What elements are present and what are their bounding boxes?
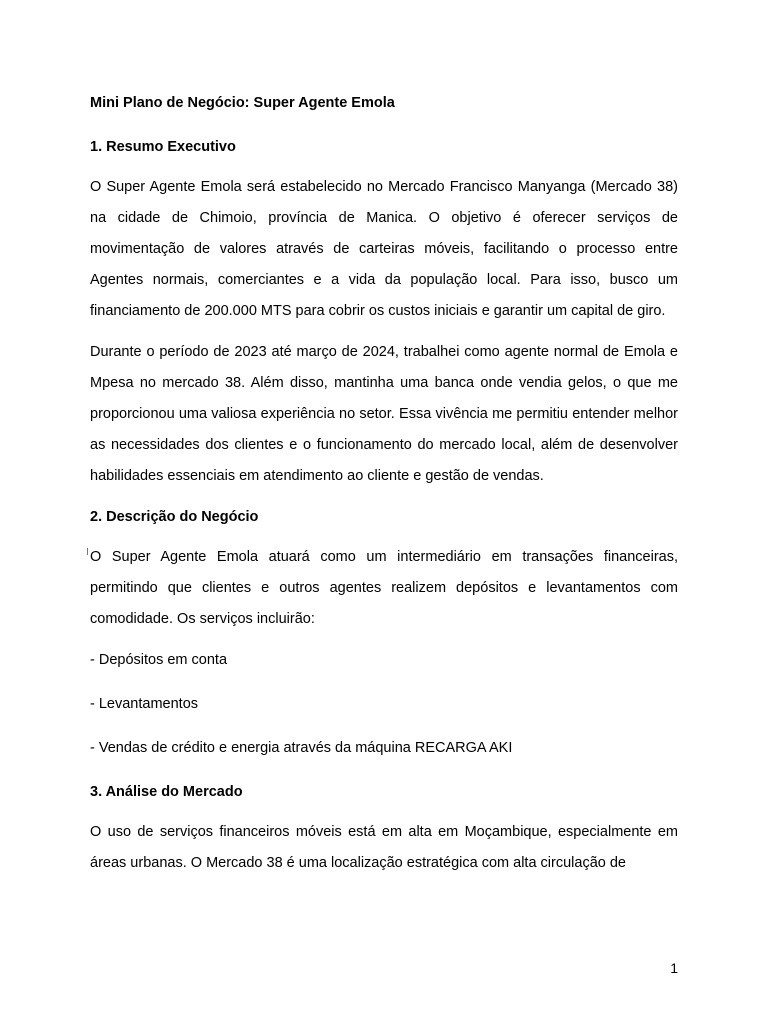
list-item: - Depósitos em conta	[90, 652, 228, 668]
section-2-heading: 2. Descrição do Negócio	[90, 509, 259, 525]
section-1-paragraph-1: O Super Agente Emola será estabelecido no Mercado Francisco Manyanga (Mercado 38) na cidade de Chimoio, província de Manica. O objetivo é oferecer serviços de movimentação de valores através de carteiras móveis, facilitando o processo entre Agentes normais, comerciantes e a vida da população local. Para isso, busco um financiamento de 200.000 MTS para cobrir os custos iniciais e garantir um capital de giro.	[90, 179, 678, 319]
section-3-heading: 3. Análise do Mercado	[90, 784, 243, 800]
section-3-paragraph-1: O uso de serviços financeiros móveis está em alta em Moçambique, especialmente em áreas urbanas. O Mercado 38 é uma localização estratégica com alta circulação de	[90, 824, 678, 871]
document-body	[90, 90, 678, 879]
page-number: 1	[670, 960, 678, 976]
section-2-paragraph-1	[90, 542, 678, 635]
list-item: - Vendas de crédito e energia através da máquina RECARGA AKI	[90, 740, 513, 756]
section-1-heading: 1. Resumo Executivo	[90, 139, 236, 155]
section-2-paragraph-1-text: O Super Agente Emola atuará como um intermediário em transações financeiras, permitindo que clientes e outros agentes realizem depósitos e levantamentos com comodidade. Os serviços incluirão:	[90, 549, 678, 627]
annotation-mark	[87, 548, 88, 555]
list-item: - Levantamentos	[90, 696, 199, 712]
section-1-paragraph-2: Durante o período de 2023 até março de 2024, trabalhei como agente normal de Emola e Mpesa no mercado 38. Além disso, mantinha uma banca onde vendia gelos, o que me proporcionou uma valiosa experiência no setor. Essa vivência me permitiu entender melhor as necessidades dos clientes e o funcionamento do mercado local, além de desenvolver habilidades essenciais em atendimento ao cliente e gestão de vendas.	[90, 344, 678, 484]
document-title: Mini Plano de Negócio: Super Agente Emola	[90, 95, 395, 111]
